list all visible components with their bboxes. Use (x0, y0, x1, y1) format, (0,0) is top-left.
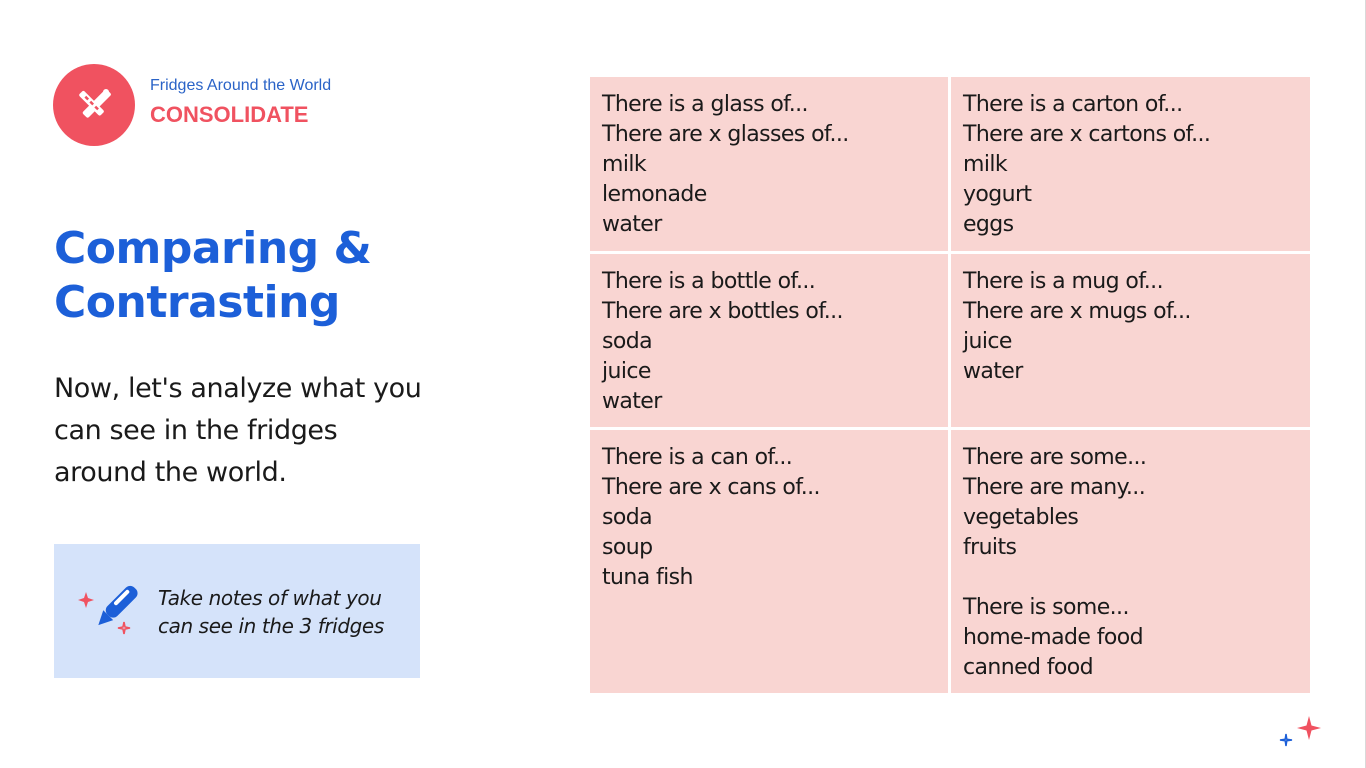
notes-callout (54, 544, 420, 678)
vocabulary-grid (590, 77, 1310, 693)
cell-line: water (963, 359, 1023, 384)
cell-line: milk (963, 152, 1007, 177)
cell-line: There is some... (963, 595, 1129, 620)
cell-line: vegetables (963, 505, 1079, 530)
stage-name: CONSOLIDATE (150, 102, 309, 127)
grid-cell-mug (951, 254, 1310, 427)
grid-cell-bottle (590, 254, 948, 427)
stage-badge (53, 64, 135, 146)
cell-line: There are x cartons of... (963, 122, 1211, 147)
cell-line: lemonade (602, 182, 707, 207)
intro-text: Now, let's analyze what you can see in the fridges around the world. (54, 373, 422, 488)
tools-icon (72, 83, 116, 127)
cell-line: eggs (963, 212, 1014, 237)
page-title (54, 222, 371, 330)
cell-line: soup (602, 535, 653, 560)
cell-line: There are x glasses of... (602, 122, 849, 147)
cell-line: water (602, 389, 662, 414)
cell-line: There is a bottle of... (602, 269, 816, 294)
cell-line (963, 563, 1298, 593)
sparkle-icon (1276, 714, 1324, 750)
notes-line-2: can see in the 3 fridges (158, 614, 384, 638)
cell-line: milk (602, 152, 646, 177)
cell-line: There are x bottles of... (602, 299, 843, 324)
page-title-line-2: Contrasting (54, 277, 340, 328)
cell-line: There are many... (963, 475, 1146, 500)
cell-line: water (602, 212, 662, 237)
grid-cell-carton (951, 77, 1310, 251)
cell-line: There are x cans of... (602, 475, 820, 500)
notes-line-1: Take notes of what you (158, 586, 382, 610)
notes-text (158, 584, 384, 640)
cell-line: There is a can of... (602, 445, 793, 470)
cell-line: soda (602, 505, 652, 530)
cell-line: soda (602, 329, 652, 354)
cell-line: canned food (963, 655, 1093, 680)
cell-line: juice (602, 359, 651, 384)
cell-line: home-made food (963, 625, 1143, 650)
cell-line: There is a glass of... (602, 92, 808, 117)
cell-line: There is a carton of... (963, 92, 1183, 117)
cell-line: yogurt (963, 182, 1032, 207)
page-title-line-1: Comparing & (54, 223, 372, 274)
pen-icon (76, 580, 142, 644)
cell-line: There are x mugs of... (963, 299, 1191, 324)
cell-line: juice (963, 329, 1012, 354)
grid-cell-glass (590, 77, 948, 251)
cell-line: fruits (963, 535, 1017, 560)
cell-line: tuna fish (602, 565, 693, 590)
grid-cell-can (590, 430, 948, 693)
cell-line: There is a mug of... (963, 269, 1163, 294)
cell-line: There are some... (963, 445, 1147, 470)
grid-cell-some-many (951, 430, 1310, 693)
course-name: Fridges Around the World (150, 77, 332, 94)
